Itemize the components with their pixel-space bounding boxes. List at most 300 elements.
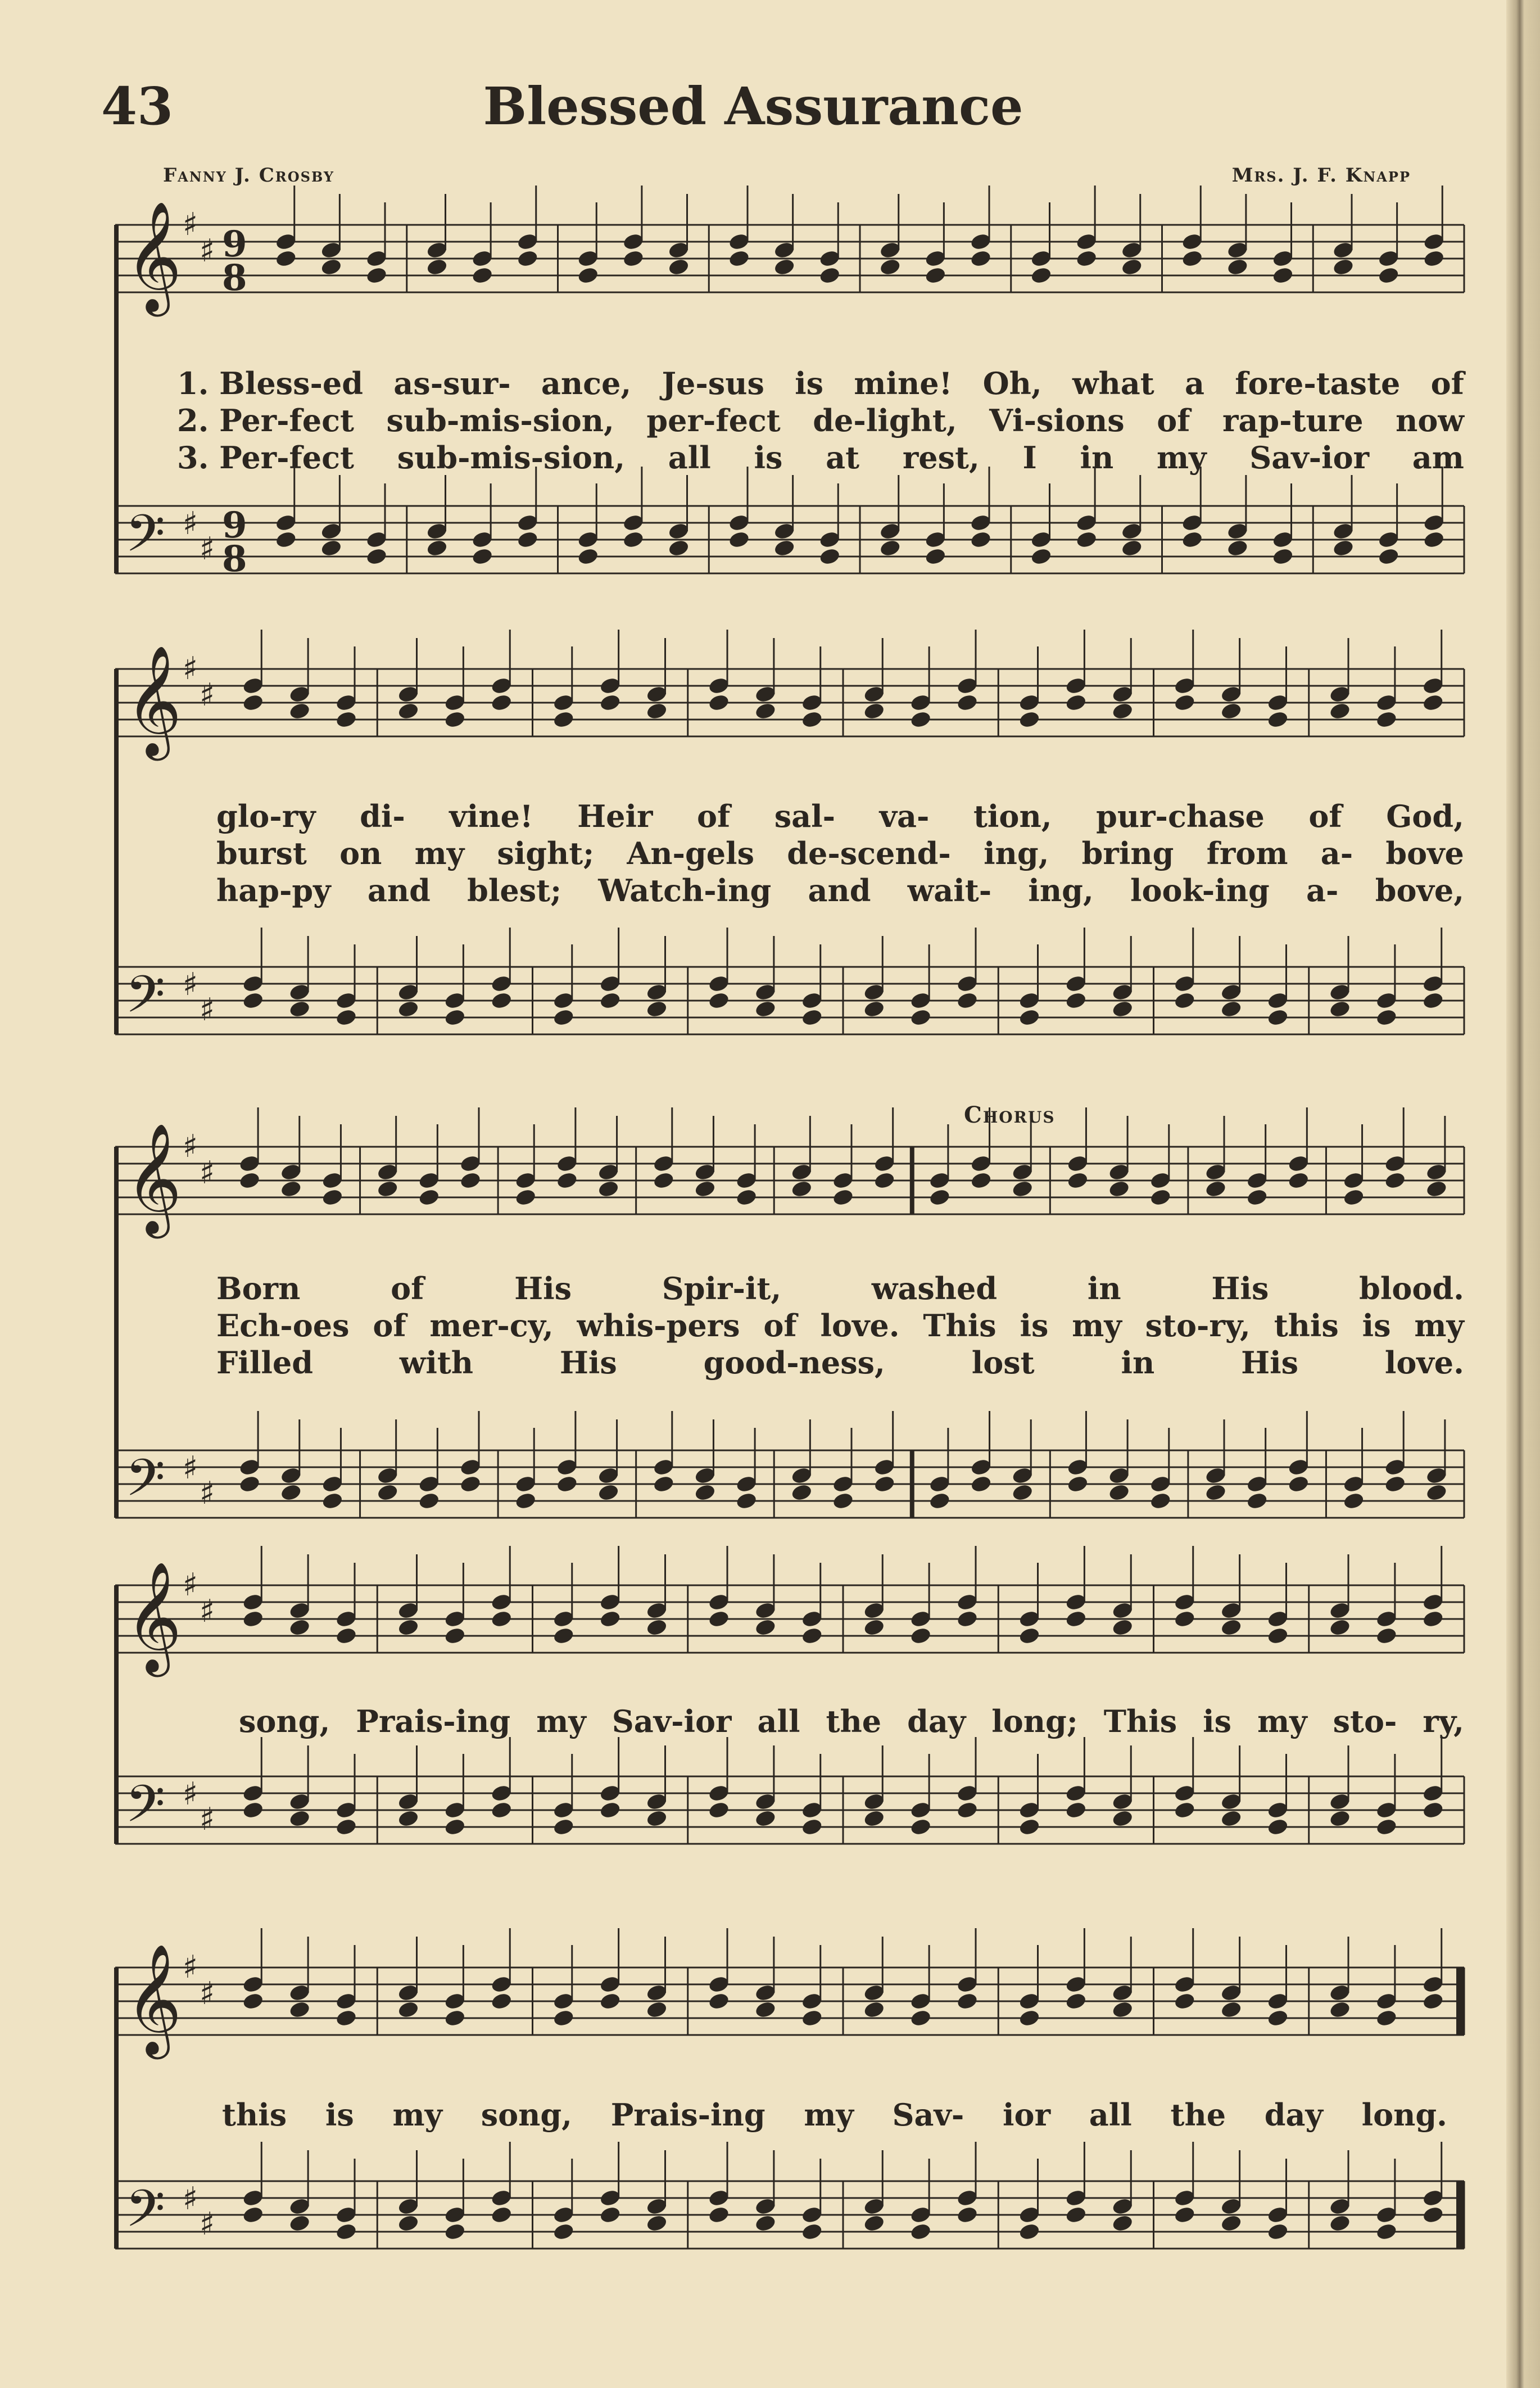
bass-staff (115, 965, 1464, 1037)
note-head (1329, 999, 1351, 1019)
note-head (397, 2000, 419, 2019)
note-head (1375, 2222, 1398, 2241)
lyric-syllable: sto-ry, (1145, 1308, 1251, 1344)
note-head (242, 1801, 264, 1820)
final-barline (1456, 1968, 1464, 2035)
lyric-line-verse-2 (216, 1308, 1464, 1344)
note-head (863, 999, 885, 1019)
note-head (1018, 2222, 1040, 2241)
lyric-syllable: all (668, 440, 711, 476)
treble-clef-icon: 𝄞 (125, 1561, 182, 1672)
lyric-syllable: Heir (577, 798, 653, 834)
note-head (1422, 1992, 1444, 2011)
lyric-syllable: is (795, 365, 824, 401)
note-head (1375, 1817, 1398, 1837)
lyric-syllable: His (559, 1345, 617, 1381)
note-head (552, 2009, 575, 2028)
lyric-syllable: vine! (449, 798, 533, 834)
note-head (238, 1171, 261, 1190)
note-head (275, 530, 297, 549)
note-head (459, 1171, 482, 1190)
lyric-syllable: my (392, 2097, 442, 2133)
note-head (1266, 710, 1289, 729)
note-head (577, 547, 599, 566)
note-head (790, 1179, 813, 1198)
lyric-syllable: in (1080, 440, 1114, 476)
lyric-syllable: my (1072, 1308, 1122, 1344)
lyric-syllable: my (1257, 1703, 1307, 1739)
note-head (599, 1801, 622, 1820)
lyric-line-verse-2 (216, 835, 1464, 871)
lyric-syllable: Prais-ing (610, 2097, 766, 2133)
time-signature: 9 (222, 504, 247, 546)
bass-clef-icon: 𝄢 (125, 1448, 165, 1520)
sharp-icon: ♯ (200, 1475, 215, 1512)
note-head (970, 1475, 992, 1494)
lyric-syllable: my (1157, 440, 1207, 476)
note-head (956, 693, 979, 712)
note-head (599, 991, 622, 1010)
music-system-4 (115, 1561, 1464, 1889)
treble-staff (115, 1561, 1464, 1677)
note-head (599, 1992, 622, 2011)
note-head (1271, 266, 1294, 285)
note-head (321, 1491, 343, 1510)
note-head (514, 1188, 537, 1207)
note-head (1111, 999, 1134, 1019)
note-head (924, 266, 946, 285)
note-head (773, 539, 796, 558)
note-head (1266, 1626, 1289, 1645)
lyric-syllable: of (763, 1308, 797, 1344)
note-head (1011, 1483, 1034, 1502)
sharp-icon: ♯ (183, 1949, 198, 1986)
note-head (552, 1817, 575, 1837)
note-head (1018, 1008, 1040, 1027)
lyric-syllable: love. (1384, 1345, 1464, 1381)
note-head (397, 702, 419, 721)
note-head (1181, 530, 1203, 549)
note-head (1065, 693, 1087, 712)
note-head (1332, 257, 1355, 277)
note-head (879, 539, 902, 558)
note-head (645, 1809, 668, 1828)
chorus-label: Chorus (964, 1102, 1056, 1128)
note-head (490, 1609, 513, 1629)
note-head (863, 2214, 885, 2233)
note-head (1375, 710, 1398, 729)
note-head (1018, 2009, 1040, 2028)
note-head (832, 1491, 854, 1510)
note-head (928, 1188, 951, 1207)
author-credit: Fanny J. Crosby (163, 164, 334, 187)
lyric-line-verse-1 (239, 1703, 1464, 1739)
note-head (818, 547, 841, 566)
bass-clef-icon: 𝄢 (125, 2179, 165, 2251)
lyric-syllable: with (399, 1345, 474, 1381)
lyric-syllable: of (1157, 402, 1190, 438)
note-head (1111, 1809, 1134, 1828)
lyric-syllable: This (923, 1308, 997, 1344)
note-head (1065, 991, 1087, 1010)
note-head (1425, 1483, 1448, 1502)
note-head (397, 1809, 419, 1828)
sharp-icon: ♯ (200, 992, 215, 1028)
sharp-icon: ♯ (200, 677, 215, 713)
note-head (1018, 710, 1040, 729)
bass-staff (115, 2179, 1464, 2251)
note-head (1066, 1171, 1089, 1190)
note-head (1329, 1618, 1351, 1637)
note-head (928, 1491, 951, 1510)
lyric-syllable: a- (1306, 872, 1339, 908)
note-head (1266, 2009, 1289, 2028)
note-head (490, 991, 513, 1010)
note-head (754, 2000, 777, 2019)
sharp-icon: ♯ (200, 531, 215, 567)
note-head (873, 1475, 896, 1494)
lyric-syllable: in (1121, 1345, 1155, 1381)
lyric-syllable: mer-cy, (429, 1308, 554, 1344)
note-head (490, 693, 513, 712)
note-head (909, 1008, 932, 1027)
note-head (1149, 1188, 1172, 1207)
lyric-syllable: on (339, 835, 382, 871)
lyric-syllable: now (1396, 402, 1464, 438)
note-head (1375, 2009, 1398, 2028)
lyric-line-verse-1 (177, 365, 1464, 401)
note-head (1422, 2205, 1444, 2224)
note-head (801, 1626, 823, 1645)
note-head (735, 1491, 758, 1510)
lyric-syllable: sub-mis-sion, (397, 440, 625, 476)
note-head (1287, 1171, 1310, 1190)
note-head (552, 1626, 575, 1645)
sharp-icon: ♯ (200, 2206, 215, 2242)
note-head (365, 547, 388, 566)
music-system-3 (115, 1102, 1464, 1563)
note-head (1422, 693, 1444, 712)
note-head (1111, 2000, 1134, 2019)
note-head (1423, 249, 1445, 268)
lyric-syllable: look-ing (1130, 872, 1270, 908)
note-head (1329, 2214, 1351, 2233)
note-head (443, 2009, 466, 2028)
note-head (288, 999, 311, 1019)
note-head (335, 1817, 357, 1837)
lyric-syllable: is (1020, 1308, 1049, 1344)
lyric-syllable: 3. Per-fect (177, 440, 354, 476)
note-head (1066, 1475, 1089, 1494)
note-head (667, 257, 690, 277)
lyric-syllable: and (808, 872, 871, 908)
note-head (599, 2205, 622, 2224)
lyric-syllable: my (536, 1703, 586, 1739)
lyric-syllable: va- (879, 798, 930, 834)
lyric-syllable: my (414, 835, 465, 871)
note-head (1174, 1801, 1196, 1820)
lyric-syllable: long; (991, 1703, 1078, 1739)
lyric-syllable: this (1274, 1308, 1339, 1344)
note-head (490, 2205, 513, 2224)
note-head (1226, 257, 1249, 277)
lyric-syllable: rest, (902, 440, 980, 476)
note-head (288, 1809, 311, 1828)
note-head (597, 1179, 619, 1198)
note-head (1181, 249, 1203, 268)
lyric-syllable: ance, (541, 365, 632, 401)
note-head (728, 249, 750, 268)
lyric-syllable: the (826, 1703, 882, 1739)
lyric-syllable: di- (360, 798, 405, 834)
note-head (1422, 991, 1444, 1010)
lyric-syllable: a- (1320, 835, 1353, 871)
sharp-icon: ♯ (183, 505, 198, 542)
bass-staff (115, 504, 1464, 576)
note-head (645, 999, 668, 1019)
note-head (1075, 530, 1098, 549)
note-head (1329, 2000, 1351, 2019)
note-head (735, 1188, 758, 1207)
note-head (1065, 1992, 1087, 2011)
note-head (754, 999, 777, 1019)
lyric-syllable: ry, (1423, 1703, 1464, 1739)
lyric-syllable: wait- (907, 872, 992, 908)
note-head (970, 1171, 992, 1190)
note-head (801, 2222, 823, 2241)
note-head (1220, 1809, 1243, 1828)
note-head (242, 2205, 264, 2224)
note-head (1422, 1609, 1444, 1629)
note-head (909, 1817, 932, 1837)
note-head (365, 266, 388, 285)
note-head (335, 2009, 357, 2028)
note-head (909, 710, 932, 729)
lyric-syllable: ior (1003, 2097, 1051, 2133)
note-head (970, 249, 992, 268)
lyric-syllable: of (1430, 365, 1464, 401)
lyric-syllable: is (1362, 1308, 1391, 1344)
note-head (556, 1171, 578, 1190)
note-head (1342, 1188, 1365, 1207)
lyric-syllable: in (1087, 1270, 1121, 1306)
lyric-syllable: sub-mis-sion, (386, 402, 614, 438)
lyric-syllable: Vi-sions (989, 402, 1125, 438)
lyric-syllable: sight; (497, 835, 595, 871)
lyric-syllable: 2. Per-fect (177, 402, 354, 438)
lyric-syllable: Filled (216, 1345, 313, 1381)
note-head (288, 2214, 311, 2233)
book-binding-edge (1506, 0, 1540, 2388)
note-head (754, 2214, 777, 2233)
note-head (471, 266, 493, 285)
lyric-syllable: blest; (467, 872, 562, 908)
note-head (1108, 1483, 1130, 1502)
note-head (970, 530, 992, 549)
note-head (1226, 539, 1249, 558)
sharp-icon: ♯ (183, 1128, 198, 1165)
lyric-syllable: blood. (1359, 1270, 1464, 1306)
note-head (956, 991, 979, 1010)
note-head (242, 1992, 264, 2011)
note-head (1332, 539, 1355, 558)
lyric-syllable: love. (820, 1308, 900, 1344)
lyric-syllable: glo-ry (216, 798, 316, 834)
note-head (471, 547, 493, 566)
note-head (909, 1626, 932, 1645)
lyric-syllable: and (367, 872, 431, 908)
lyric-syllable: Je-sus (662, 365, 764, 401)
page-number: 43 (101, 76, 174, 137)
note-head (622, 530, 645, 549)
note-head (1204, 1483, 1227, 1502)
note-head (909, 2222, 932, 2241)
lyric-syllable: fore-taste (1235, 365, 1401, 401)
lyric-syllable: of (1308, 798, 1342, 834)
lyric-syllable: washed (871, 1270, 998, 1306)
lyric-syllable: song, (481, 2097, 572, 2133)
lyric-line-verse-2 (177, 402, 1464, 438)
note-head (801, 1008, 823, 1027)
lyric-syllable: pur-chase (1096, 798, 1265, 834)
lyric-syllable: An-gels (627, 835, 754, 871)
note-head (818, 266, 841, 285)
note-head (1111, 2214, 1134, 2233)
lyric-syllable: de-scend- (787, 835, 951, 871)
lyric-line-verse-3 (216, 1345, 1464, 1381)
lyric-syllable: rap-ture (1222, 402, 1364, 438)
note-head (1246, 1491, 1269, 1510)
note-head (694, 1483, 716, 1502)
lyric-syllable: God, (1386, 798, 1464, 834)
note-head (1422, 1801, 1444, 1820)
lyric-syllable: per-fect (646, 402, 781, 438)
sharp-icon: ♯ (200, 1593, 215, 1630)
lyric-syllable: this (222, 2097, 287, 2133)
note-head (1174, 1992, 1196, 2011)
note-head (879, 257, 902, 277)
bass-staff (115, 1774, 1464, 1846)
note-head (863, 1809, 885, 1828)
note-head (443, 710, 466, 729)
lyric-syllable: whis-pers (577, 1308, 740, 1344)
note-head (418, 1491, 440, 1510)
lyric-line-verse-3 (177, 440, 1464, 476)
note-head (443, 1626, 466, 1645)
note-head (1425, 1179, 1448, 1198)
note-head (288, 702, 311, 721)
note-head (425, 257, 448, 277)
note-head (1065, 1609, 1087, 1629)
note-head (754, 702, 777, 721)
note-head (956, 1992, 979, 2011)
note-head (645, 1618, 668, 1637)
note-head (275, 249, 297, 268)
note-head (754, 1809, 777, 1828)
lyric-syllable: bove (1385, 835, 1464, 871)
lyric-syllable: long. (1361, 2097, 1447, 2133)
note-head (242, 1609, 264, 1629)
lyric-syllable: lost (971, 1345, 1035, 1381)
note-head (242, 991, 264, 1010)
note-head (490, 1992, 513, 2011)
sharp-icon: ♯ (200, 1975, 215, 2012)
note-head (1174, 693, 1196, 712)
time-signature: 9 (222, 223, 247, 265)
note-head (1220, 999, 1243, 1019)
lyric-syllable: His (1241, 1345, 1298, 1381)
note-head (790, 1483, 813, 1502)
sharp-icon: ♯ (183, 650, 198, 687)
note-head (320, 539, 342, 558)
treble-clef-icon: 𝄞 (125, 645, 182, 756)
bass-clef-icon: 𝄢 (125, 965, 165, 1037)
lyric-syllable: all (1089, 2097, 1132, 2133)
hymn-title: Blessed Assurance (483, 76, 1023, 137)
note-head (418, 1188, 440, 1207)
note-head (1204, 1179, 1227, 1198)
note-head (517, 249, 539, 268)
time-signature: 8 (222, 538, 247, 580)
note-head (1287, 1475, 1310, 1494)
note-head (377, 1483, 399, 1502)
lyric-line-verse-3 (216, 872, 1464, 908)
note-head (1111, 702, 1134, 721)
note-head (1174, 2205, 1196, 2224)
note-head (556, 1475, 578, 1494)
note-head (335, 710, 357, 729)
note-head (708, 1992, 730, 2011)
note-head (1149, 1491, 1172, 1510)
sharp-icon: ♯ (183, 1776, 198, 1812)
bass-clef-icon: 𝄢 (125, 1774, 165, 1846)
note-head (801, 2009, 823, 2028)
note-head (238, 1475, 261, 1494)
sharp-icon: ♯ (200, 233, 215, 269)
lyric-syllable: His (1211, 1270, 1269, 1306)
note-head (1174, 991, 1196, 1010)
composer-credit: Mrs. J. F. Knapp (1231, 164, 1411, 187)
lyric-syllable: ing, (984, 835, 1049, 871)
note-head (1121, 257, 1143, 277)
note-head (1266, 1817, 1289, 1837)
note-head (552, 1008, 575, 1027)
music-system-5 (115, 1943, 1464, 2294)
note-head (1329, 702, 1351, 721)
note-head (443, 2222, 466, 2241)
lyric-syllable: Born (216, 1270, 301, 1306)
lyric-syllable: from (1206, 835, 1288, 871)
note-head (425, 539, 448, 558)
note-head (397, 999, 419, 1019)
lyric-syllable: am (1412, 440, 1464, 476)
note-head (1329, 1809, 1351, 1828)
lyric-syllable: sal- (774, 798, 836, 834)
note-head (1266, 1008, 1289, 1027)
lyric-syllable: what (1072, 365, 1154, 401)
music-system-2 (115, 645, 1464, 1079)
note-head (754, 1618, 777, 1637)
lyric-syllable: This (1103, 1703, 1177, 1739)
note-head (377, 1179, 399, 1198)
note-head (1220, 1618, 1243, 1637)
note-head (335, 1626, 357, 1645)
note-head (708, 693, 730, 712)
note-head (909, 2009, 932, 2028)
note-head (667, 539, 690, 558)
note-head (832, 1188, 854, 1207)
note-head (1121, 539, 1143, 558)
